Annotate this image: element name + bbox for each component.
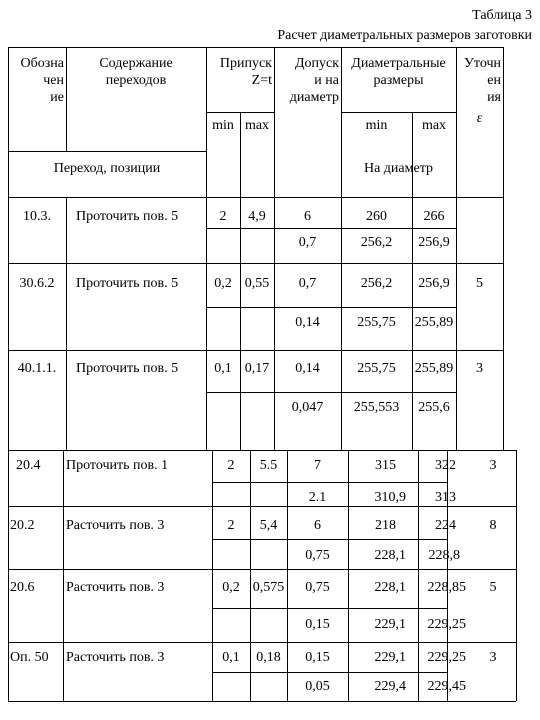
row-dmin-2: 256,2 [360,235,393,250]
row-tol-2: 0,7 [298,235,317,250]
row-tol-2: 0,15 [305,617,330,632]
row-eps: 5 [476,276,483,291]
row-dmax: 266 [423,209,445,224]
header-refine-2: ен [487,73,501,88]
epsilon-symbol: ε [476,111,483,126]
header-allowance-2: Z=t [251,73,272,88]
row-eps: 5 [489,580,497,595]
row-zmax: 4,9 [248,209,266,224]
row-zmax: 0,18 [256,650,281,665]
row-zmin: 2 [227,518,235,533]
row-operation: Проточить пов. 1 [66,458,169,473]
header-tolerance-1: Допуск [294,56,339,71]
row-tol-2: 2.1 [308,490,327,505]
row-operation: Проточить пов. 5 [76,361,179,376]
row-dmax-2: 255,6 [418,400,450,415]
row-dmax: 322 [435,458,456,473]
table-title: Расчет диаметральных размеров заготовки [277,28,532,43]
header-diam-1: Диаметральные [351,56,446,71]
row-tol: 0,14 [295,361,320,376]
row-code: Оп. 50 [10,650,49,665]
row-eps: 8 [489,518,497,533]
row-operation: Расточить пов. 3 [66,518,165,533]
row-dmax-2: 228,8 [428,548,460,563]
row-zmin: 0,1 [214,361,232,376]
row-dmax: 228,85 [427,580,466,595]
row-dmin: 260 [366,209,387,224]
row-dmin: 256,2 [360,276,393,291]
row-operation: Расточить пов. 3 [66,650,165,665]
header-content-2: переходов [105,73,167,88]
header-dmin: min [365,118,388,133]
row-code: 40.1.1. [17,361,57,376]
row-dmin-2: 229,1 [374,617,406,632]
row-tol: 7 [314,458,321,473]
row-tol-2: 0,047 [291,400,324,415]
row-code: 30.6.2 [19,276,55,291]
header-oboz-3: ие [50,90,64,105]
row-dmin-2: 229,4 [374,679,406,694]
row-zmax: 5.5 [259,458,278,473]
row-eps: 3 [476,361,483,376]
row-dmax: 229,25 [427,650,466,665]
header-zmin: min [212,118,234,133]
row-zmin: 0,2 [222,580,240,595]
row-eps: 3 [489,650,497,665]
header-dmax: max [421,118,447,133]
row-dmax-2: 229,25 [427,617,466,632]
row-dmax-2: 256,9 [418,235,450,250]
header-diam-2: размеры [373,73,424,88]
header-refine-3: ия [487,90,501,105]
row-dmin: 315 [375,458,396,473]
row-zmax: 0,575 [252,580,285,595]
row-zmax: 5,4 [259,518,278,533]
header-allowance-1: Припуск [219,56,272,71]
row-dmin-2: 310,9 [374,490,406,505]
row-dmax: 256,9 [418,276,450,291]
row-dmin-2: 228,1 [374,548,406,563]
row-zmin: 2 [219,209,227,224]
table-number: Таблица 3 [472,8,532,23]
header-tolerance-2: и на [314,73,339,88]
row-tol: 0,15 [305,650,330,665]
row-tol: 6 [304,209,311,224]
row-dmax-2: 229,45 [427,679,466,694]
header-oboz-2: чен [43,73,64,88]
row-tol: 0,7 [298,276,317,291]
row-dmin: 255,75 [357,361,396,376]
row-tol-2: 0,14 [295,315,320,330]
header-refine-1: Уточн [463,56,501,71]
header-oboz-1: Обозна [20,56,64,71]
row-operation: Расточить пов. 3 [66,580,165,595]
row-tol: 0,75 [305,580,330,595]
row-zmax: 0,17 [244,361,270,376]
row-dmin: 229,1 [374,650,406,665]
row-dmax-2: 255,89 [414,315,454,330]
row-operation: Проточить пов. 5 [76,276,179,291]
row-code: 10.3. [23,209,51,224]
header-tolerance-3: диаметр [289,90,339,105]
row-operation: Проточить пов. 5 [76,209,179,224]
header-transition: Переход, позиции [53,161,161,176]
row-eps: 3 [489,458,497,473]
row-dmax: 224 [435,518,456,533]
row-dmax-2: 313 [435,490,456,505]
row-zmin: 0,1 [222,650,240,665]
header-content-1: Содержание [99,56,173,71]
row-dmin: 218 [375,518,396,533]
row-zmin: 2 [227,458,235,473]
header-on-diameter: На диаметр [363,161,433,176]
row-dmin-2: 255,75 [357,315,396,330]
row-tol-2: 0,05 [305,679,330,694]
row-code: 20.4 [16,458,41,473]
row-tol-2: 0,75 [305,548,330,563]
row-tol: 6 [314,518,321,533]
row-zmax: 0,55 [244,276,270,291]
row-dmin-2: 255,553 [353,400,400,415]
row-zmin: 0,2 [214,276,232,291]
row-dmin: 228,1 [374,580,406,595]
header-zmax: max [244,118,270,133]
row-dmax: 255,89 [414,361,454,376]
row-code: 20.6 [10,580,35,595]
row-code: 20.2 [10,518,35,533]
